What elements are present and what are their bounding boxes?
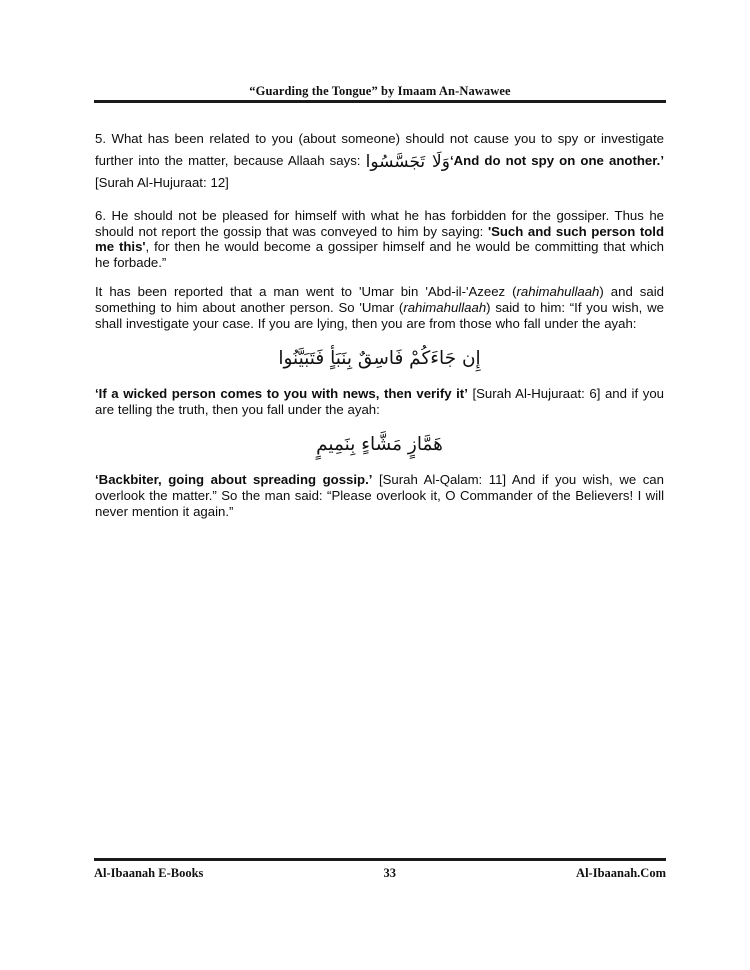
narration-italic-rahimahullaah-1: rahimahullaah (516, 284, 600, 300)
item5-bold-translation: ‘And do not spy on one another.’ (449, 153, 664, 168)
paragraph-narration (95, 284, 664, 331)
item5-reference: [Surah Al-Hujuraat: 12] (95, 175, 229, 190)
narration-part-1: It has been reported that a man went to 'Umar bin 'Abd-il-'Azeez ( (95, 284, 517, 300)
verse-spacer (95, 372, 664, 386)
paragraph-closing (95, 472, 664, 519)
page-header-title: “Guarding the Tongue” by Imaam An-Nawawee (249, 84, 511, 98)
narration-part-3: ) said to him: “If you wish, we shall investigate your case. If you are lying, then you are from those who fall under the ayah: (95, 299, 664, 331)
item5-lead-text: 5. What has been related to you (about someone) should not cause you to spy or investigate further into the matter, because Allaah says: (95, 131, 664, 168)
document-body (95, 128, 664, 519)
verse1-continuation: and if you are telling the truth, then you fall under the ayah: (95, 386, 665, 417)
footer-row (94, 861, 666, 881)
verse1-bold-translation: ‘If a wicked person comes to you with news, then verify it’ (95, 386, 468, 402)
closing-reference: [Surah Al-Qalam: 11] (372, 472, 507, 488)
verse-spacer (95, 331, 664, 346)
narration-italic-rahimahullaah-2: rahimahullaah (403, 299, 487, 315)
verse-spacer (95, 458, 664, 472)
page-header (94, 84, 666, 103)
arabic-verse-al-qalam-11: هَمَّازٍ مَشَّاءٍ بِنَمِيمٍ (316, 434, 443, 456)
paragraph-item-5 (95, 128, 664, 194)
closing-rest: And if you wish, we can overlook the matter.” So the man said: “Please overlook it, O Commander of the Believers! I will never mention it again.” (95, 472, 664, 519)
item6-part-2: , for then he would become a gossiper himself and he would be committing that which he forbade.” (95, 239, 664, 270)
verse1-reference: [Surah Al-Hujuraat: 6] (467, 386, 601, 402)
footer-page-number: 33 (383, 866, 396, 880)
item6-part-1: 6. He should not be pleased for himself with what he has forbidden for the gossiper. Thus he should not report the gossip that was conveyed to him by saying: (95, 208, 664, 239)
footer-publisher-label: Al-Ibaanah E-Books (94, 866, 204, 880)
narration-part-2: ) and said something to him about another person. So 'Umar ( (95, 284, 664, 315)
paragraph-verse-1-translation (95, 386, 664, 417)
paragraph-spacer (95, 194, 664, 208)
closing-bold-translation: ‘Backbiter, going about spreading gossip.’ (95, 472, 373, 488)
arabic-verse-al-hujuraat-6: إِن جَاءَكُمْ فَاسِقٌ بِنَبَأٍ فَتَبَيَّنُوا (278, 348, 481, 370)
item6-bold-quote: 'Such and such person told me this' (95, 223, 664, 255)
verse-spacer (95, 417, 664, 432)
page-footer (94, 856, 666, 881)
paragraph-spacer (95, 270, 664, 284)
header-divider-rule (94, 100, 666, 103)
item5-arabic-quran-text: وَلَا تَجَسَّسُوا (365, 152, 450, 172)
footer-website-label: Al-Ibaanah.Com (576, 866, 666, 880)
paragraph-item-6 (95, 208, 664, 270)
